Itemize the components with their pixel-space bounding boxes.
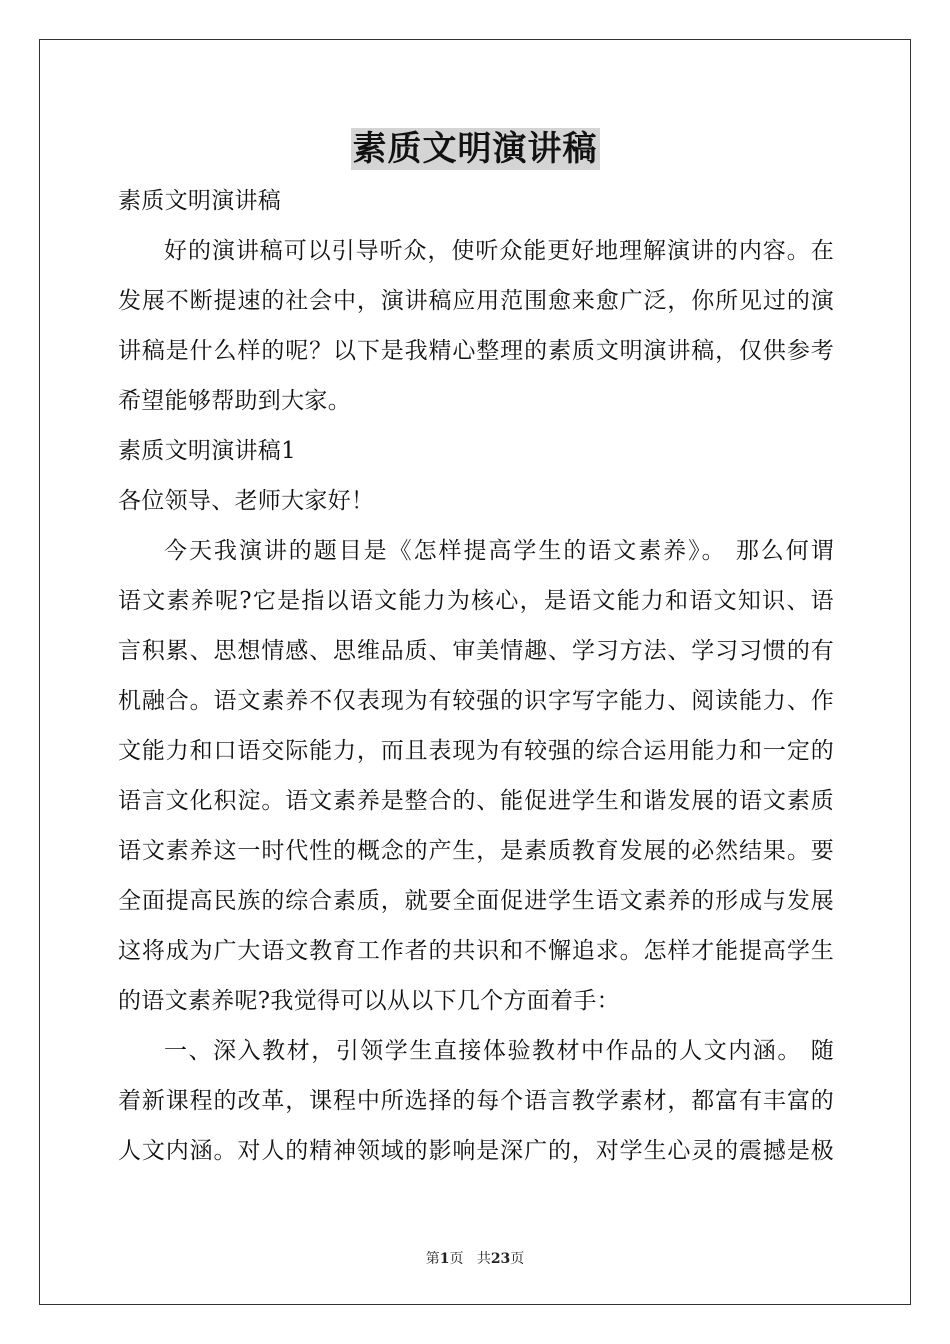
text-line: 的语文素养呢?我觉得可以从以下几个方面着手： [118, 988, 620, 1014]
text-line: 语文素养呢?它是指以语文能力为核心，是语文能力和语文知识、语 [118, 588, 834, 614]
text-line: 讲稿是什么样的呢？以下是我精心整理的素质文明演讲稿，仅供参考 [118, 338, 834, 364]
text-line: 各位领导、老师大家好！ [118, 488, 375, 514]
text-line: 着新课程的改革，课程中所选择的每个语言教学素材，都富有丰富的 [118, 1088, 834, 1114]
text-line: 全面提高民族的综合素质，就要全面促进学生语文素养的形成与发展 [118, 888, 834, 914]
page-footer [0, 1248, 950, 1268]
text-line: 语言文化积淀。语文素养是整合的、能促进学生和谐发展的语文素质 [118, 788, 834, 814]
document-body [118, 176, 834, 1176]
text-line: 发展不断提速的社会中，演讲稿应用范围愈来愈广泛，你所见过的演 [118, 288, 834, 314]
text-line: 机融合。语文素养不仅表现为有较强的识字写字能力、阅读能力、作 [118, 688, 834, 714]
total-prefix: 共 [476, 1251, 491, 1267]
page-prefix: 第 [425, 1251, 440, 1267]
text-line: 人文内涵。对人的精神领域的影响是深广的，对学生心灵的震撼是极 [118, 1138, 834, 1164]
total-pages: 23 [490, 1251, 511, 1267]
text-line: 素质文明演讲稿1 [118, 438, 297, 464]
text-line: 希望能够帮助到大家。 [118, 388, 351, 414]
text-line: 今天我演讲的题目是《怎样提高学生的语文素养》。 那么何谓 [164, 538, 834, 564]
text-line: 语文素养这一时代性的概念的产生，是素质教育发展的必然结果。要 [118, 838, 834, 864]
text-line: 言积累、思想情感、思维品质、审美情趣、学习方法、学习习惯的有 [118, 638, 834, 664]
text-line: 好的演讲稿可以引导听众，使听众能更好地理解演讲的内容。在 [164, 238, 834, 264]
title-wrap [0, 128, 950, 170]
text-line: 文能力和口语交际能力，而且表现为有较强的综合运用能力和一定的 [118, 738, 834, 764]
text-line: 这将成为广大语文教育工作者的共识和不懈追求。怎样才能提高学生 [118, 938, 834, 964]
page-suffix: 页 [449, 1251, 464, 1267]
text-line: 一、深入教材，引领学生直接体验教材中作品的人文内涵。 随 [164, 1038, 834, 1064]
document-title: 素质文明演讲稿 [352, 129, 598, 169]
total-suffix: 页 [510, 1251, 525, 1267]
page-number: 1 [439, 1251, 450, 1267]
text-line: 素质文明演讲稿 [118, 188, 282, 214]
